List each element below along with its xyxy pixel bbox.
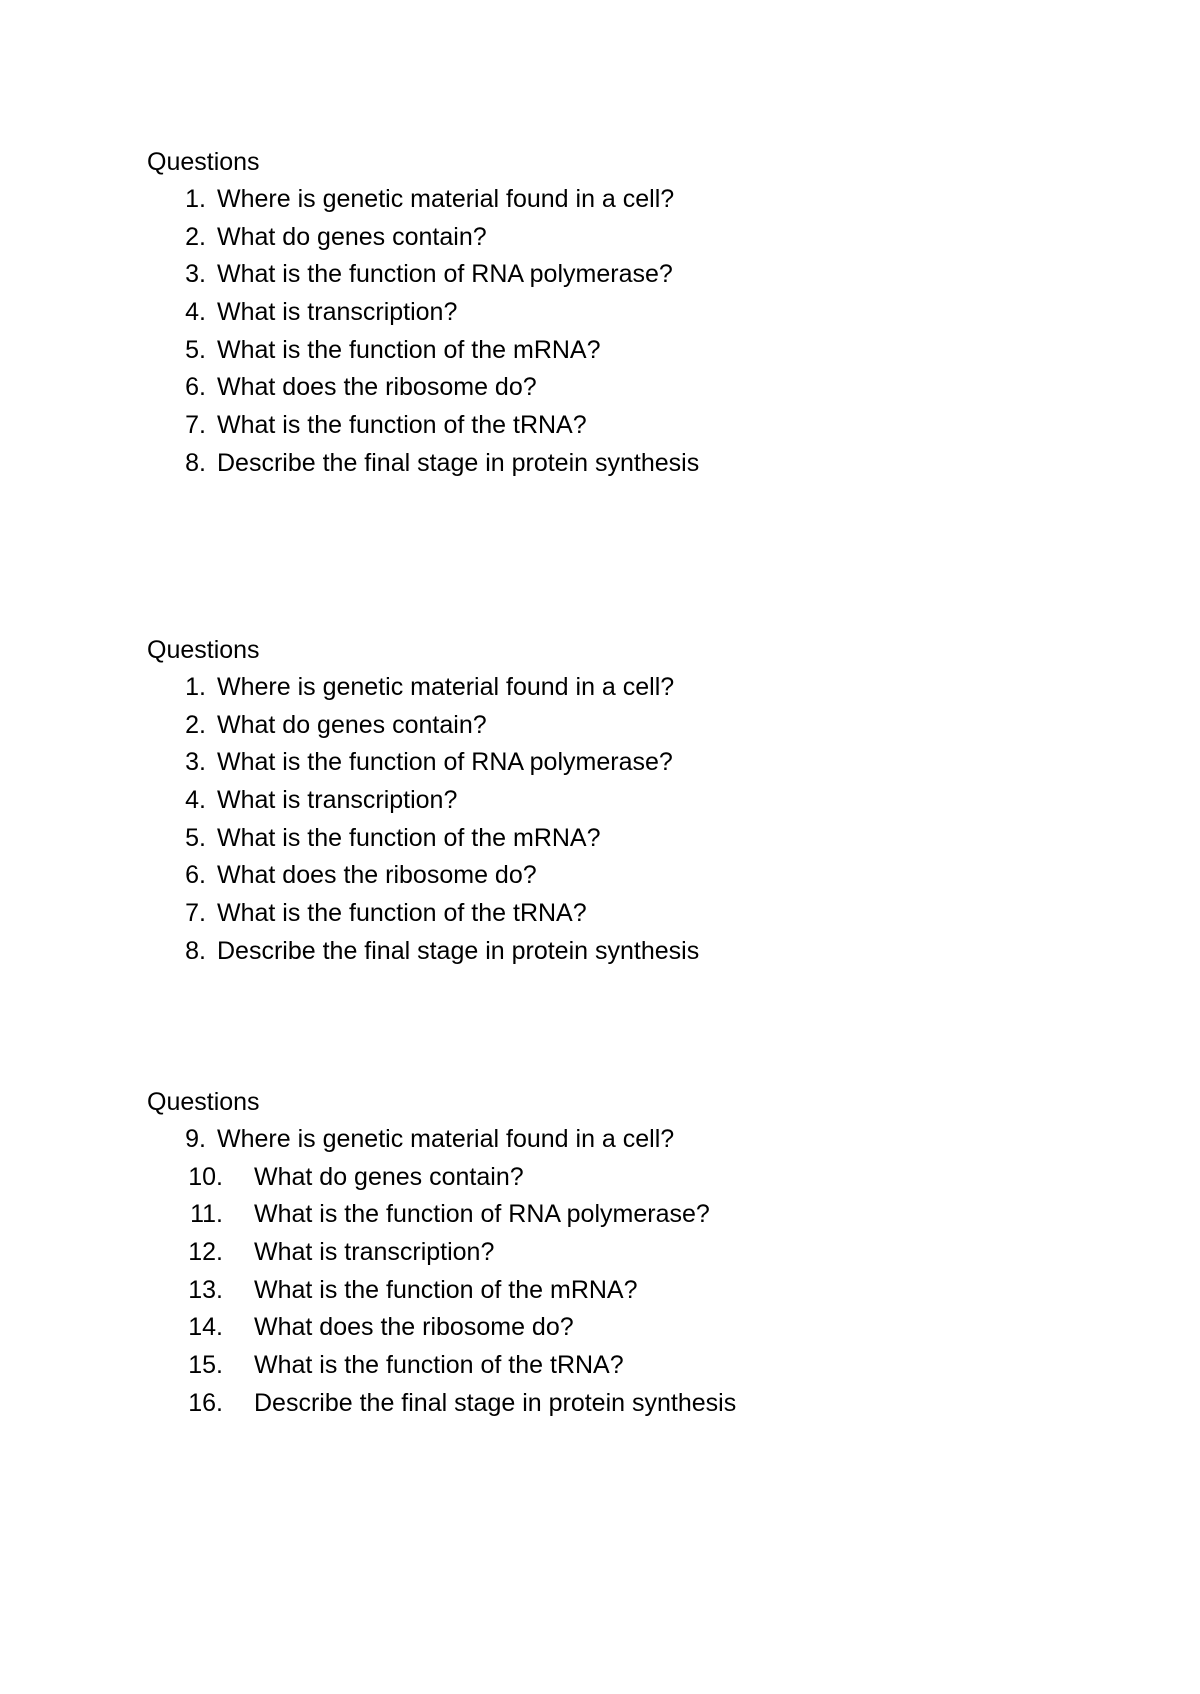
question-number: 16. bbox=[188, 1388, 223, 1417]
question-number: 11. bbox=[190, 1200, 223, 1229]
question-list bbox=[147, 669, 699, 971]
question-item bbox=[147, 332, 699, 370]
question-item bbox=[147, 294, 699, 332]
question-number: 9. bbox=[185, 1125, 206, 1153]
question-item bbox=[147, 1347, 736, 1385]
question-number: 5. bbox=[185, 823, 206, 852]
question-text: Describe the final stage in protein synthesis bbox=[217, 936, 700, 965]
question-item bbox=[147, 1159, 736, 1197]
question-item bbox=[147, 256, 699, 294]
question-number: 5. bbox=[185, 335, 206, 364]
question-text: What does the ribosome do? bbox=[217, 861, 537, 890]
question-number: 1. bbox=[185, 673, 206, 701]
question-number: 6. bbox=[185, 861, 206, 890]
question-text: What is transcription? bbox=[254, 1238, 495, 1267]
question-text: What do genes contain? bbox=[217, 710, 487, 739]
question-text: What does the ribosome do? bbox=[217, 373, 537, 402]
question-item bbox=[147, 1121, 736, 1159]
question-list bbox=[147, 1121, 736, 1423]
question-item bbox=[147, 407, 699, 445]
question-number: 8. bbox=[185, 936, 206, 965]
question-number: 15. bbox=[188, 1351, 223, 1380]
question-item bbox=[147, 1234, 736, 1272]
question-number: 13. bbox=[188, 1275, 223, 1304]
question-text: What is the function of the mRNA? bbox=[254, 1275, 638, 1304]
question-text: What is the function of the tRNA? bbox=[254, 1351, 624, 1380]
question-text: What is transcription? bbox=[217, 786, 458, 815]
question-text: What is the function of RNA polymerase? bbox=[217, 260, 673, 289]
question-text: What do genes contain? bbox=[254, 1162, 524, 1191]
question-text: Describe the final stage in protein synthesis bbox=[217, 448, 700, 477]
question-number: 4. bbox=[185, 298, 206, 327]
question-item bbox=[147, 820, 699, 858]
question-item bbox=[147, 1272, 736, 1310]
question-item bbox=[147, 369, 699, 407]
question-text: Describe the final stage in protein synthesis bbox=[254, 1388, 737, 1417]
question-item bbox=[147, 895, 699, 933]
question-number: 1. bbox=[185, 185, 206, 213]
question-item bbox=[147, 857, 699, 895]
question-number: 12. bbox=[188, 1238, 223, 1267]
question-number: 2. bbox=[185, 222, 206, 251]
question-text: What is the function of RNA polymerase? bbox=[217, 748, 673, 777]
question-number: 14. bbox=[188, 1313, 223, 1342]
question-number: 6. bbox=[185, 373, 206, 402]
question-section-2 bbox=[147, 632, 699, 971]
question-text: Where is genetic material found in a cell? bbox=[217, 1125, 675, 1153]
question-text: What is the function of the tRNA? bbox=[217, 899, 587, 928]
question-text: What is the function of RNA polymerase? bbox=[254, 1200, 710, 1229]
question-item bbox=[147, 933, 699, 971]
question-text: Where is genetic material found in a cell? bbox=[217, 185, 675, 213]
question-number: 3. bbox=[185, 260, 206, 289]
question-text: What do genes contain? bbox=[217, 222, 487, 251]
section-heading: Questions bbox=[147, 636, 260, 664]
question-number: 4. bbox=[185, 786, 206, 815]
question-text: What is the function of the mRNA? bbox=[217, 335, 601, 364]
question-text: What is transcription? bbox=[217, 298, 458, 327]
question-number: 2. bbox=[185, 710, 206, 739]
question-text: What does the ribosome do? bbox=[254, 1313, 574, 1342]
question-number: 7. bbox=[185, 411, 206, 440]
question-text: What is the function of the tRNA? bbox=[217, 411, 587, 440]
question-item bbox=[147, 219, 699, 257]
question-text: What is the function of the mRNA? bbox=[217, 823, 601, 852]
question-item bbox=[147, 669, 699, 707]
question-text: Where is genetic material found in a cell? bbox=[217, 673, 675, 701]
question-number: 10. bbox=[188, 1162, 223, 1191]
question-item bbox=[147, 445, 699, 483]
question-section-1 bbox=[147, 144, 699, 483]
question-number: 3. bbox=[185, 748, 206, 777]
question-item bbox=[147, 1385, 736, 1423]
question-list bbox=[147, 181, 699, 483]
question-item bbox=[147, 1309, 736, 1347]
question-number: 7. bbox=[185, 899, 206, 928]
question-item bbox=[147, 782, 699, 820]
question-item bbox=[147, 744, 699, 782]
question-item bbox=[147, 707, 699, 745]
question-section-3 bbox=[147, 1084, 736, 1423]
question-number: 8. bbox=[185, 448, 206, 477]
section-heading: Questions bbox=[147, 1088, 260, 1116]
question-item bbox=[147, 1196, 736, 1234]
section-heading: Questions bbox=[147, 148, 260, 176]
question-item bbox=[147, 181, 699, 219]
